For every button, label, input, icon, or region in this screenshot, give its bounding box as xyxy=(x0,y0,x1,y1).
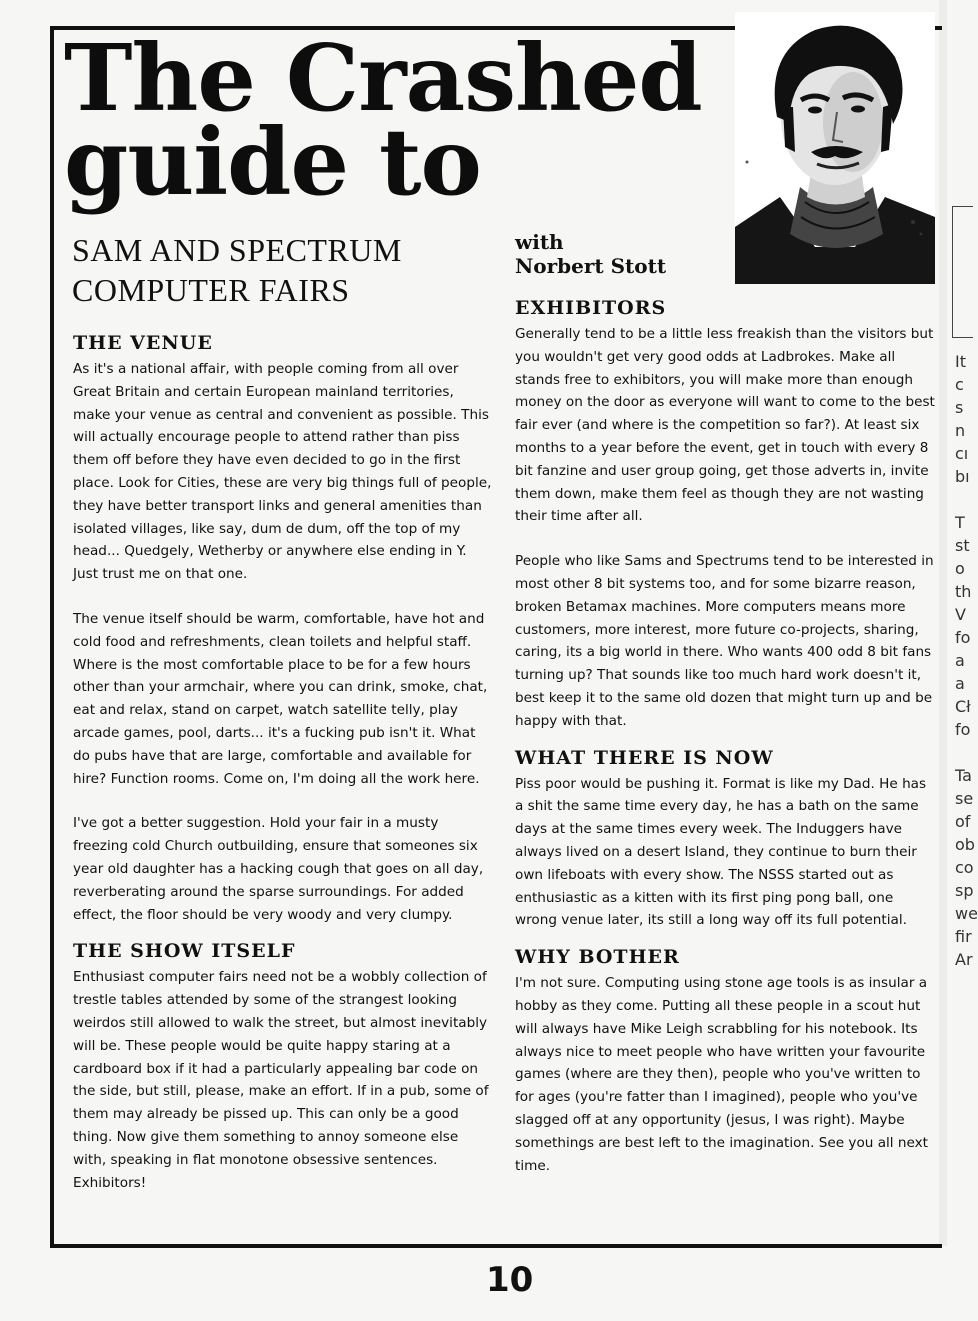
adjacent-page-fragment: V xyxy=(955,605,966,624)
adjacent-page-fragment: Ar xyxy=(955,950,973,969)
section-the-show-itself xyxy=(73,938,495,1194)
adjacent-page-fragment: co xyxy=(955,858,974,877)
title-line-2: guide to xyxy=(64,108,481,216)
article-title xyxy=(64,24,744,216)
adjacent-page-text xyxy=(955,350,978,971)
adjacent-page-fragment: o xyxy=(955,559,965,578)
section-heading: WHAT THERE IS NOW xyxy=(515,746,774,769)
section-heading: THE VENUE xyxy=(73,332,213,354)
section-heading: THE SHOW ITSELF xyxy=(73,940,296,963)
paragraph: Piss poor would be pushing it. Format is like my Dad. He has a shit the same time every day, he has a bath on the same days at the same times every week. The Induggers have always lived on a desert Island, they continue to burn their own lifeboats with every show. The NSSS started out as enthusiastic as a kitten with its first ping pong ball, one wrong venue later, its still a long way off its full potential. xyxy=(515,775,927,929)
adjacent-page-fragment: Cł xyxy=(955,697,971,716)
paragraph: I'm not sure. Computing using stone age tools is as insular a hobby as they come. Putting all these people in a scout hut will always have Mike Leigh scrabbling for his notebook. Its always nice to meet people who have written your favourite games (where are they then), people who you've written to for ages (you're fatter than I imagined), people who you've slagged off at any opportunity (jesus, I was right). Maybe somethings are best left to the imagination. See you all next time. xyxy=(515,975,929,1174)
section-exhibitors xyxy=(515,295,937,733)
paragraph: As it's a national affair, with people coming from all over Great Britain and certain European mainland territories, make your venue as central and convenient as possible. This will actually encourage people to attend rather than piss them off before they have even decided to go in the first place. Look for Cities, these are very big things full of people, they have better transport links and general amenities than isolated villages, like say, dum de dum, off the top of my head... Quedgely, Wetherby or anywhere else ending in Y. Just trust me on that one. xyxy=(73,361,492,583)
adjacent-page-fragment: ob xyxy=(955,835,975,854)
adjacent-page-fragment: Ta xyxy=(955,766,972,785)
adjacent-page-fragment: bı xyxy=(955,467,970,486)
adjacent-page-fragment: sp xyxy=(955,881,974,900)
author-portrait-icon xyxy=(735,12,935,284)
adjacent-page-fragment: fo xyxy=(955,628,971,647)
adjacent-page-fragment xyxy=(955,488,975,511)
article-subtitle xyxy=(72,230,492,310)
paragraph: The venue itself should be warm, comfortable, have hot and cold food and refreshments, clean toilets and helpful staff. Where is the most comfortable place to be for a few hours other than your armchair, where you can drink, smoke, chat, eat and relax, stand on carpet, watch satellite telly, play arcade games, pool, darts... it's a fucking pub isn't it. What do pubs have that are large, comfortable and available for hire? Function rooms. Come on, I'm doing all the work here. xyxy=(73,610,488,787)
byline-with: with xyxy=(515,230,564,254)
adjacent-page-box xyxy=(952,206,973,338)
subtitle-line-1: SAM AND SPECTRUM xyxy=(72,232,402,268)
adjacent-page-fragment: of xyxy=(955,812,971,831)
section-the-venue xyxy=(73,330,495,926)
adjacent-page-fragment: we xyxy=(955,904,978,923)
section-heading: EXHIBITORS xyxy=(515,297,667,319)
page-number: 10 xyxy=(486,1260,534,1300)
adjacent-page-fragment: fir xyxy=(955,927,972,946)
byline-author: Norbert Stott xyxy=(515,254,667,278)
adjacent-page-fragment: a xyxy=(955,651,965,670)
paragraph: I've got a better suggestion. Hold your fair in a musty freezing cold Church outbuilding, ensure that someones six year old daughter has a hacking cough that goes on all day, reverberating around the sparse surroundings. For added effect, the floor should be very woody and very clumpy. xyxy=(73,815,484,923)
adjacent-page-fragment xyxy=(955,741,975,764)
adjacent-page-fragment: c xyxy=(955,375,964,394)
paragraph: People who like Sams and Spectrums tend to be interested in most other 8 bit systems too, and for some bizarre reason, broken Betamax machines. More computers means more customers, more interest, more future co-projects, sharing, caring, its a big world in there. Who wants 400 odd 8 bit fans turning up? That sounds like too much hard work doesn't it, best keep it to the same old dozen that might turn up and be happy with that. xyxy=(515,553,934,729)
adjacent-page-fragment: n xyxy=(955,421,966,440)
adjacent-page-fragment: fo xyxy=(955,720,971,739)
adjacent-page-fragment: s xyxy=(955,398,964,417)
adjacent-page-fragment: st xyxy=(955,536,970,555)
section-why-bother xyxy=(515,944,937,1177)
author-photo xyxy=(735,12,935,284)
adjacent-page-fragment: a xyxy=(955,674,965,693)
adjacent-page-fragment: T xyxy=(955,513,965,532)
title-line-1: The Crashed xyxy=(64,24,702,132)
left-column xyxy=(73,330,495,1216)
section-what-there-is-now xyxy=(515,745,937,933)
paragraph: Generally tend to be a little less freakish than the visitors but you wouldn't get very good odds at Ladbrokes. Make all stands free to exhibitors, you will make more than enough money on the door as everyone will want to come to the best fair ever (and where is the competition so far?). At least six months to a year before the event, get in touch with every 8 bit fanzine and user group going, get those adverts in, invite them down, make them feel as though they are not wasting their time after all. xyxy=(515,326,935,525)
right-column xyxy=(515,295,937,1199)
adjacent-page-fragment: It xyxy=(955,352,966,371)
subtitle-line-2: COMPUTER FAIRS xyxy=(72,272,350,308)
adjacent-page-fragment: th xyxy=(955,582,972,601)
adjacent-page-fragment: se xyxy=(955,789,974,808)
byline xyxy=(515,230,666,278)
section-heading: WHY BOTHER xyxy=(515,946,680,969)
adjacent-page-fragment: cı xyxy=(955,444,969,463)
paragraph: Enthusiast computer fairs need not be a wobbly collection of trestle tables attended by some of the strangest looking weirdos still allowed to walk the street, but almost inevitably will be. These people would be quite happy staring at a cardboard box if it had a particularly appealing bar code on the side, but still, please, make an effort. If in a pub, some of them may already be pissed up. This can only be a good thing. Now give them something to annoy someone else with, speaking in flat monotone obsessive sentences. Exhibitors! xyxy=(73,969,489,1191)
